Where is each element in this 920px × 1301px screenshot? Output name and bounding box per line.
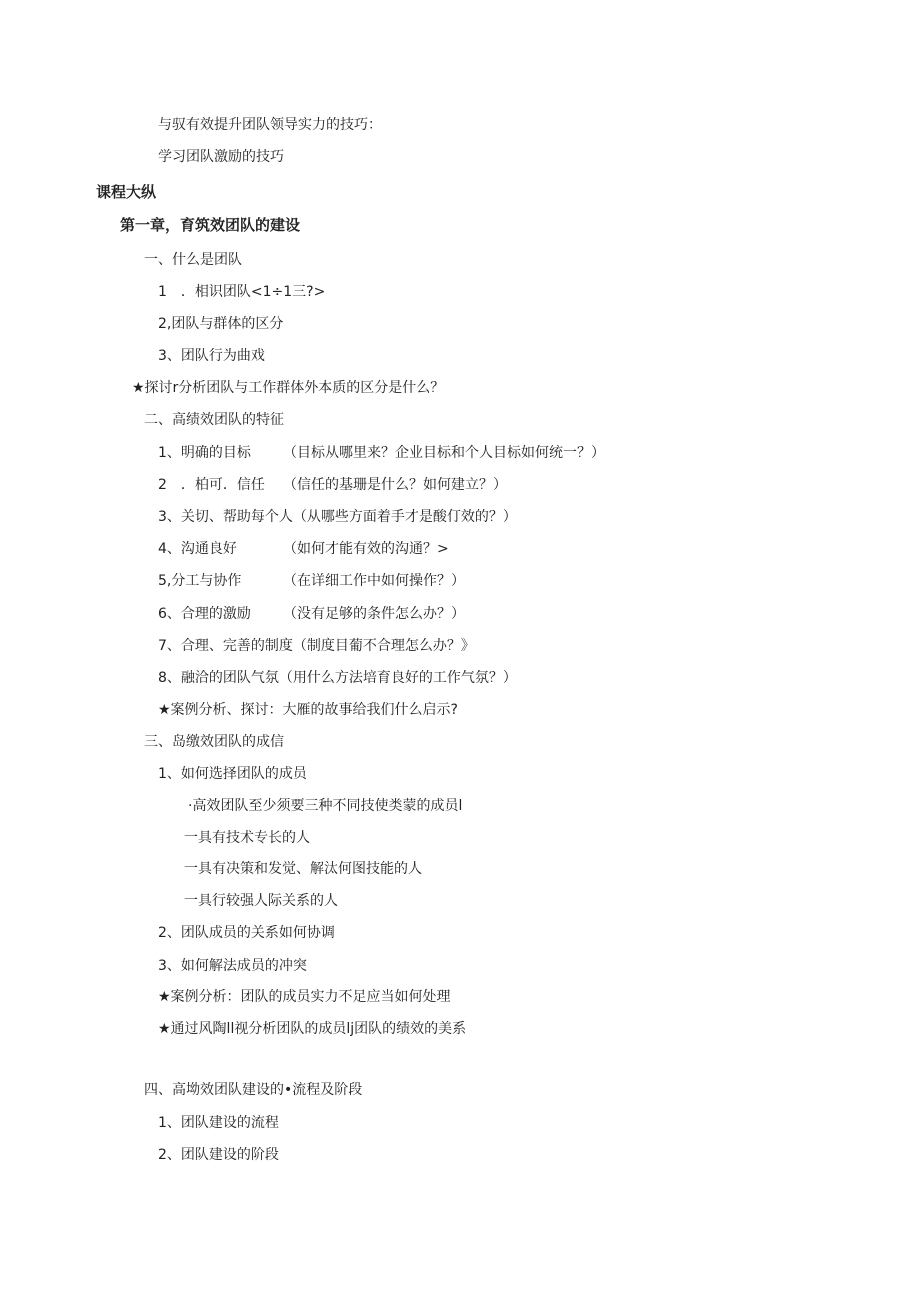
section2-item (158, 539, 449, 559)
section3-item: 2、团队成员的关系如何协调 (158, 925, 335, 941)
section3-case: ★通过风陶ll视分析团队的成员lj团队的绩效的美系 (158, 1021, 467, 1037)
item-label: 8、融洽的团队气氛 (158, 670, 279, 686)
section2-item (158, 571, 465, 591)
section3-item: 1、如何选择团队的成员 (158, 766, 307, 782)
section2-item (158, 604, 465, 624)
item-note: （在详细工作中如何操作？） (283, 573, 465, 589)
section3-item: 3、如何解法成员的冲突 (158, 958, 307, 974)
intro-line-1: 与驭有效提升团队领导实力的技巧： (158, 117, 382, 133)
item-note: （用什么方法培育良好的工作气氛？） (278, 670, 517, 686)
section3-case: ★案例分析：团队的成员实力不足应当如何处理 (158, 989, 451, 1005)
section3-sub-item: 一具有技术专长的人 (184, 830, 310, 846)
item-note: （没有足够的条件怎么办？） (283, 606, 465, 622)
section4-title: 四、高坳效团队建设的•流程及阶段 (144, 1082, 363, 1098)
section3-title: 三、岛缴效团队的成信 (144, 734, 284, 750)
item-note: （从哪些方面着手才是酸仃效的？） (292, 509, 517, 525)
intro-line-2: 学习团队激励的技巧 (158, 149, 284, 165)
section1-item: 3、团队行为曲戏 (158, 348, 265, 364)
item-note: （目标从哪里来？企业目标和个人目标如何统一？） (283, 445, 605, 461)
item-label: 7、合理、完善的制度 (158, 638, 293, 654)
outline-title: 课程大纵 (96, 183, 157, 201)
item-note: （如何才能有效的沟通？> (283, 541, 449, 557)
chapter1-title: 第一章，育筑效团队的建设 (120, 216, 301, 234)
section2-item (158, 475, 507, 495)
section2-title: 二、高绩效团队的特征 (144, 412, 284, 428)
section2-item (158, 636, 475, 656)
item-note: （信任的基珊是什么？如何建立？） (283, 477, 507, 493)
section1-title: 一、什么是团队 (144, 252, 242, 268)
section2-item (158, 443, 605, 463)
section2-case: ★案例分析、探讨：大雁的故事给我们什么启示? (158, 702, 458, 718)
section4-item: 1、团队建设的流程 (158, 1115, 279, 1131)
section1-item: 2,团队与群体的区分 (158, 316, 284, 332)
section1-item: 1 ．相识团队<1÷1三?> (158, 284, 326, 300)
item-label: 5,分工与协作 (158, 573, 242, 589)
section2-item (158, 668, 517, 688)
section3-sub-item: 一具行较强人际关系的人 (184, 893, 338, 909)
item-label: 3、关切、帮助每个人 (158, 509, 293, 525)
section1-discussion: ★探讨r分析团队与工作群体外本质的区分是什么？ (132, 380, 445, 396)
section3-sub-intro: ·高效团队至少须要三种不同技使类蒙的成员l (188, 798, 463, 814)
item-label: 1、明确的目标 (158, 445, 251, 461)
item-label: 6、合理的激励 (158, 606, 251, 622)
section3-sub-item: 一具有决策和发觉、解汰何图技能的人 (184, 861, 422, 877)
item-label: 2 ．柏可．信任 (158, 477, 265, 493)
item-label: 4、沟通良好 (158, 541, 237, 557)
section2-item (158, 507, 517, 527)
item-note: （制度目葡不合理怎么办？》 (292, 638, 475, 654)
section4-item: 2、团队建设的阶段 (158, 1147, 279, 1163)
